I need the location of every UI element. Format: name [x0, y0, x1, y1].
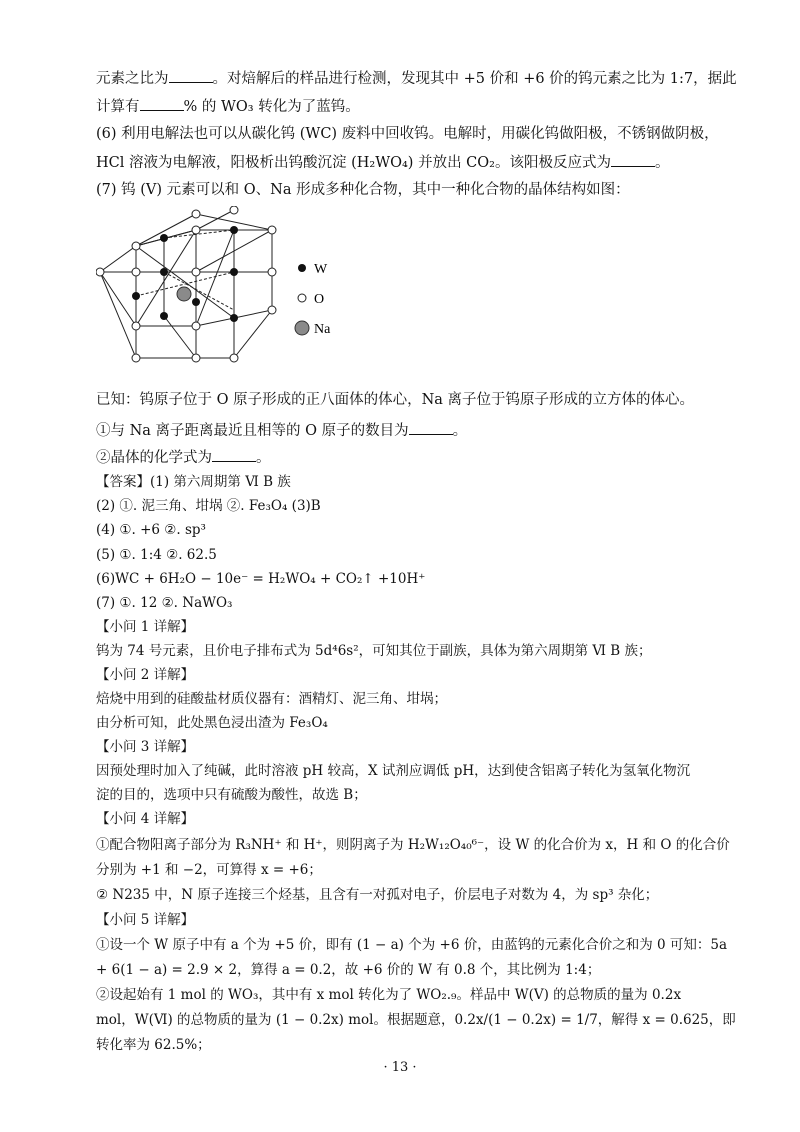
- section-header: 【小问 3 详解】: [96, 739, 195, 755]
- text-line: 分别为 +1 和 −2，可算得 x = +6；: [96, 862, 322, 878]
- text-line: 钨为 74 号元素，且价电子排布式为 5d⁴6s²，可知其位于副族，具体为第六周期第 Ⅵ B 族；: [96, 643, 652, 659]
- legend-na: Na: [314, 322, 331, 337]
- answer-blank: [409, 420, 453, 435]
- text-line: HCl 溶液为电解液，阳极析出钨酸沉淀 (H₂WO₄) 并放出 CO₂。该阳极反应式为 。: [96, 152, 669, 173]
- text-line: 已知：钨原子位于 O 原子形成的正八面体的体心，Na 离子位于钨原子形成的立方体的体心。: [96, 392, 695, 408]
- answer-blank: [140, 96, 184, 111]
- answer-blank: [611, 152, 655, 167]
- text-line: + 6(1 − a) = 2.9 × 2，算得 a = 0.2，故 +6 价的 W 有 0.8 个，其比例为 1:4；: [96, 962, 601, 978]
- answer-blank: [169, 68, 213, 83]
- page-number: · 13 ·: [383, 1060, 417, 1075]
- answer-line: (4) ①. +6 ②. sp³: [96, 522, 206, 538]
- text-line: 由分析可知，此处黑色浸出渣为 Fe₃O₄: [96, 715, 328, 731]
- text-line: 焙烧中用到的硅酸盐材质仪器有：酒精灯、泥三角、坩埚；: [96, 691, 447, 707]
- text-line: (7) 钨 (V) 元素可以和 O、Na 形成多种化合物，其中一种化合物的晶体结构如图：: [96, 182, 630, 198]
- answer-line: (5) ①. 1:4 ②. 62.5: [96, 547, 217, 563]
- answer-line: (7) ①. 12 ②. NaWO₃: [96, 595, 233, 611]
- w-legend-marker: [298, 264, 306, 272]
- legend-o: O: [314, 292, 325, 307]
- crystal-structure-figure: [96, 206, 356, 382]
- text-line: ①配合物阳离子部分为 R₃NH⁺ 和 H⁺，则阴离子为 H₂W₁₂O₄₀⁶⁻，设 W 的化合价为 x，H 和 O 的化合价: [96, 837, 730, 853]
- text-line: (6) 利用电解法也可以从碳化钨 (WC) 废料中回收钨。电解时，用碳化钨做阳极，不锈钢做阴极，: [96, 126, 719, 142]
- answer-blank: [212, 447, 256, 462]
- o-legend-marker: [298, 294, 306, 302]
- section-header: 【小问 1 详解】: [96, 619, 195, 635]
- text-line: mol，W(Ⅵ) 的总物质的量为 (1 − 0.2x) mol。根据题意，0.2x/(1 − 0.2x) = 1/7，解得 x = 0.625，即: [96, 1012, 736, 1028]
- answer-line: (6)WC + 6H₂O − 10e⁻ = H₂WO₄ + CO₂↑ +10H⁺: [96, 571, 426, 587]
- legend-w: W: [314, 262, 328, 277]
- text-line: ①与 Na 离子距离最近且相等的 O 原子的数目为 。: [96, 420, 467, 441]
- text-line: 因预处理时加入了纯碱，此时溶液 pH 较高，X 试剂应调低 pH，达到使含铝离子转化为氢氧化物沉: [96, 763, 691, 779]
- text-line: 元素之比为 。对焙解后的样品进行检测，发现其中 +5 价和 +6 价的钨元素之比为 1:7，据此: [96, 68, 737, 89]
- text-line: 淀的目的，选项中只有硫酸为酸性，故选 B；: [96, 787, 367, 803]
- section-header: 【小问 5 详解】: [96, 912, 195, 928]
- section-header: 【小问 2 详解】: [96, 667, 195, 683]
- answer-header: 【答案】(1) 第六周期第 Ⅵ B 族: [96, 474, 291, 490]
- answer-line: (2) ①. 泥三角、坩埚 ②. Fe₃O₄ (3)B: [96, 498, 321, 514]
- section-header: 【小问 4 详解】: [96, 811, 195, 827]
- text-line: ①设一个 W 原子中有 a 个为 +5 价，即有 (1 − a) 个为 +6 价，由蓝钨的元素化合价之和为 0 可知：5a: [96, 937, 728, 953]
- text-line: 计算有 % 的 WO₃ 转化为了蓝钨。: [96, 96, 360, 117]
- text-line: ② N235 中，N 原子连接三个烃基，且含有一对孤对电子，价层电子对数为 4，为 sp³ 杂化；: [96, 887, 659, 903]
- text-line: 转化率为 62.5%；: [96, 1037, 211, 1053]
- text-line: ②晶体的化学式为 。: [96, 447, 271, 468]
- text-line: ②设起始有 1 mol 的 WO₃，其中有 x mol 转化为了 WO₂.₉。样品中 W(Ⅴ) 的总物质的量为 0.2x: [96, 987, 682, 1003]
- na-legend-marker: [295, 321, 309, 335]
